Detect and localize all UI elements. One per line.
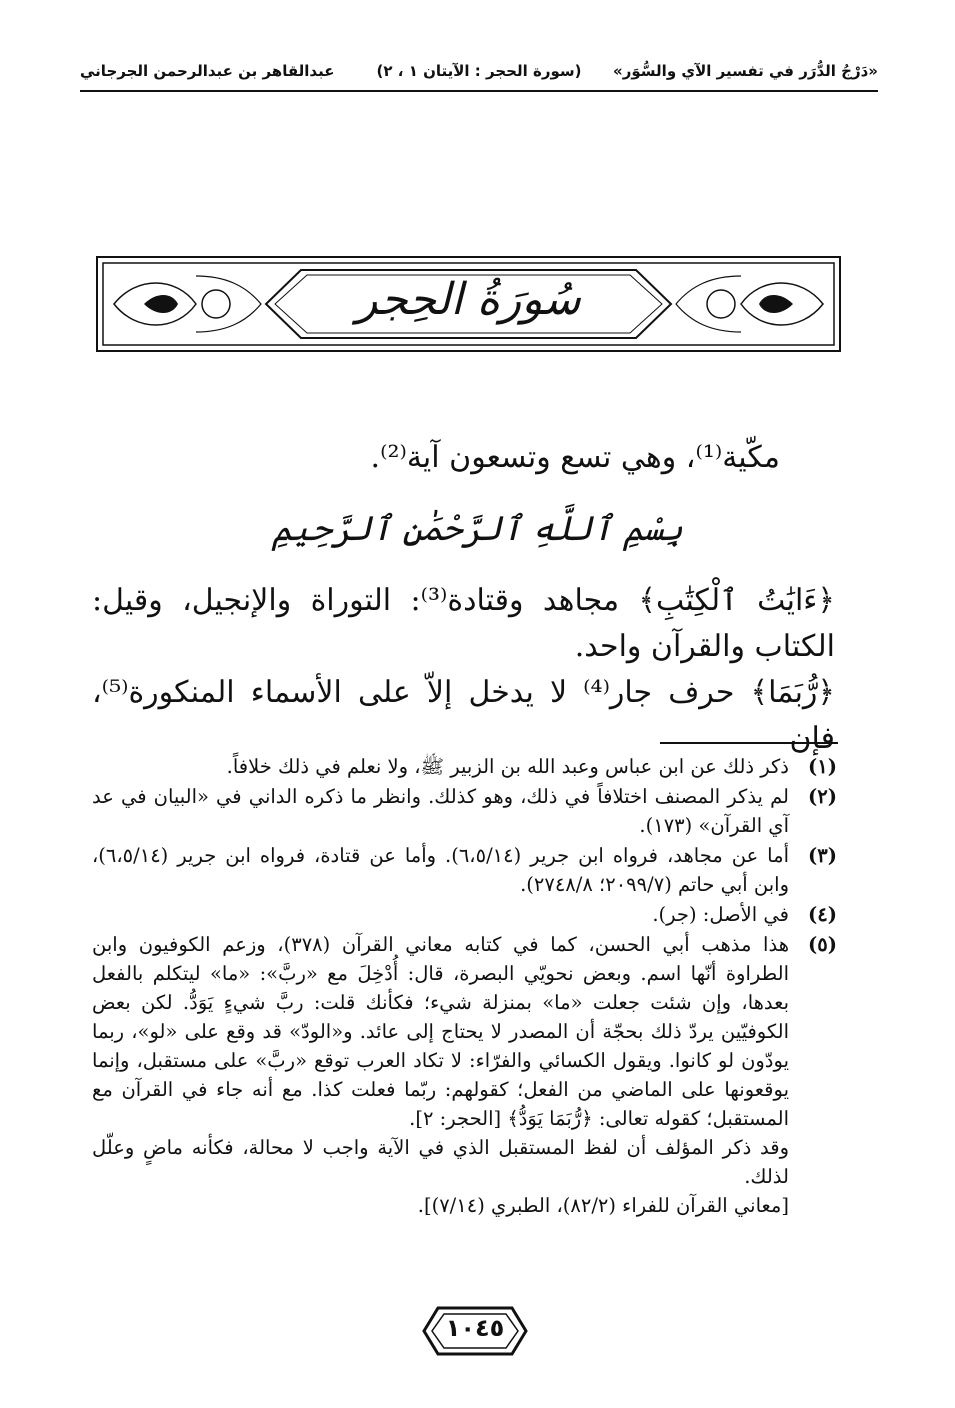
footnote-number: (٥) (808, 933, 837, 956)
header-rule (80, 90, 878, 92)
header-section: (سورة الحجر : الآيتان ١ ، ٢) (376, 62, 582, 80)
footnote-number: (٣) (808, 844, 837, 867)
footnotes (92, 752, 837, 1221)
surah-intro: مكّية⁽¹⁾، وهي تسع وتسعون آية⁽²⁾. (370, 440, 780, 475)
footnote-text: في الأصل: (جر). (652, 903, 789, 926)
page-number: ١٠٤٥ (445, 1314, 505, 1342)
footnote (92, 752, 837, 781)
footnote-separator (660, 742, 838, 744)
footnote-number: (٢) (808, 785, 837, 808)
footnote-number: (١) (808, 755, 837, 778)
footnote-text: ذكر ذلك عن ابن عباس وعبد الله بن الزبير ﷺ، ولا نعلم في ذلك خلافاً. (226, 755, 789, 778)
commentary-paragraph-1: ﴿ءَايَٰتُ ٱلْكِتَٰبِ﴾ مجاهد وقتادة⁽³⁾: التوراة والإنجيل، وقيل: الكتاب والقرآن واحد. (92, 583, 835, 664)
header-author: عبدالقاهر بن عبدالرحمن الجرجاني (80, 62, 335, 80)
footnote (92, 782, 837, 840)
basmala: بِسْمِ ٱللَّهِ ٱلرَّحْمَٰنِ ٱلرَّحِيمِ (272, 509, 683, 549)
footnote (92, 841, 837, 899)
footnote-text: لم يذكر المصنف اختلافاً في ذلك، وهو كذلك. وانظر ما ذكره الداني في «البيان في عد آي القرآن» (١٧٣). (92, 785, 789, 837)
header-book-title: «دَرْجُ الدُّرَر في تفسير الآي والسُّوَر» (613, 62, 878, 80)
footnote (92, 900, 837, 929)
footnote-text: [معاني القرآن للفراء (٨٢/٢)، الطبري (٧/١٤)]. (417, 1194, 789, 1217)
footnote-text: أما عن مجاهد، فرواه ابن جرير (٦،٥/١٤). وأما عن قتادة، فرواه ابن جرير (٦،٥/١٤)، وابن أبي حاتم (٢٠٩٩/٧؛ ٢٧٤٨/٨). (92, 844, 789, 896)
running-header (80, 58, 878, 92)
footnote-text: هذا مذهب أبي الحسن، كما في كتابه معاني القرآن (٣٧٨)، وزعم الكوفيون وابن الطراوة أنّها اسم. وبعض نحويّي البصرة، قال: أُدْخِلَ مع «ربَّ»: «ما» ليتكلم بالفعل بعدها، وإن شئت جعلت «ما» بمنزلة شيء؛ فكأنك قلت: ربَّ شيءٍ يَوَدُّ. لكن بعض الكوفيّين يردّ ذلك بحجّة أن المصدر لا يحتاج إلى عائد. و«الودّ» قد وقع على «لو»، ربما يودّون لو كانوا. ويقول الكسائي والفرّاء: لا تكاد العرب توقع «ربَّ» على مستقبل، وإنما يوقعونها على الماضي من الفعل؛ كقولهم: ربّما فعلت كذا. مع أنه جاء في القرآن مع المستقبل؛ كقوله تعالى: ﴿رُّبَمَا يَوَدُّ﴾ [الحجر: ٢]. (92, 933, 789, 1130)
surah-banner (96, 256, 841, 352)
footnote-number: (٤) (808, 903, 837, 926)
surah-title: سُورَةُ الحِجر (356, 274, 581, 325)
footnote (92, 930, 837, 1220)
commentary-paragraph-2: ﴿رُّبَمَا﴾ حرف جار⁽⁴⁾ لا يدخل إلاّ على الأسماء المنكورة⁽⁵⁾، فإن (92, 675, 835, 756)
page-number-badge (420, 1304, 530, 1358)
footnote-text: وقد ذكر المؤلف أن لفظ المستقبل الذي في الآية واجب لا محالة، فكأنه ماضٍ وعلّل لذلك. (92, 1136, 789, 1188)
